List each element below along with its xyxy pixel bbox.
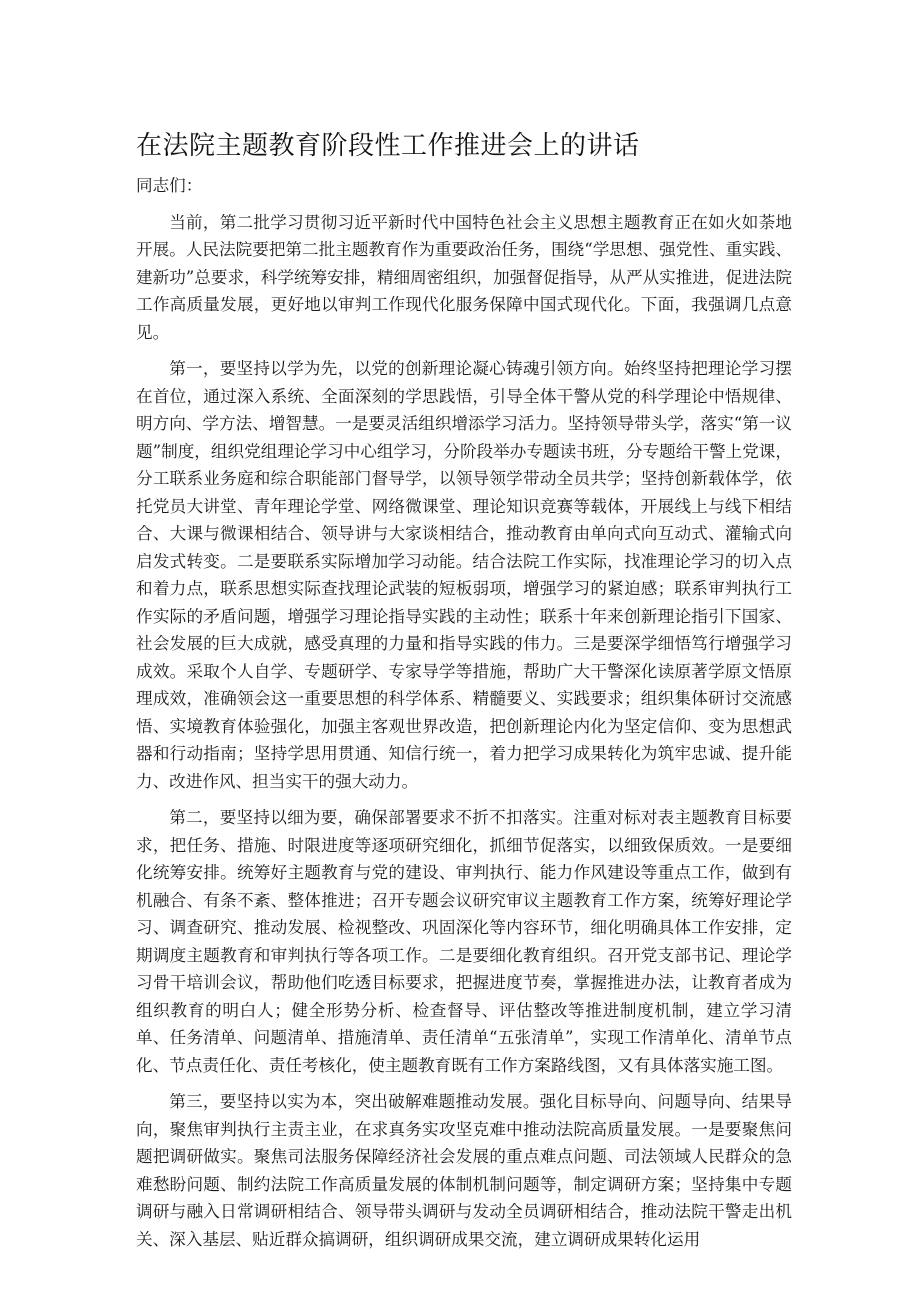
document-body bbox=[136, 172, 792, 1262]
document-title: 在法院主题教育阶段性工作推进会上的讲话 bbox=[136, 131, 640, 161]
salutation: 同志们： bbox=[136, 176, 203, 195]
paragraph-first-point: 第一，要坚持以学为先，以党的创新理论凝心铸魂引领方向。始终坚持把理论学习摆在首位，通过深入系统、全面深刻的学思践悟，引导全体干警从党的科学理论中悟规律、明方向、学方法、增智慧。一是要灵活组织增添学习活力。坚持领导带头学，落实“第一议题”制度，组织党组理论学习中心组学习，分阶段举办专题读书班，分专题给干警上党课，分工联系业务庭和综合职能部门督导学，以领导领学带动全员共学；坚持创新载体学，依托党员大讲堂、青年理论学堂、网络微课堂、理论知识竞赛等载体，开展线上与线下相结合、大课与微课相结合、领导讲与大家谈相结合，推动教育由单向式向互动式、灌输式向启发式转变。二是要联系实际增加学习动能。结合法院工作实际，找准理论学习的切入点和着力点，联系思想实际查找理论武装的短板弱项，增强学习的紧迫感；联系审判执行工作实际的矛盾问题，增强学习理论指导实践的主动性；联系十年来创新理论指引下国家、社会发展的巨大成就，感受真理的力量和指导实践的伟力。三是要深学细悟笃行增强学习成效。采取个人自学、专题研学、专家导学等措施，帮助广大干警深化读原著学原文悟原理成效，准确领会这一重要思想的科学体系、精髓要义、实践要求；组织集体研讨交流感悟、实境教育体验强化，加强主客观世界改造，把创新理论内化为坚定信仰、变为思想武器和行动指南；坚持学思用贯通、知信行统一，着力把学习成果转化为筑牢忠诚、提升能力、改进作风、担当实干的强大动力。 bbox=[136, 359, 792, 791]
paragraph-intro: 当前，第二批学习贯彻习近平新时代中国特色社会主义思想主题教育正在如火如荼地开展。人民法院要把第二批主题教育作为重要政治任务，围绕“学思想、强党性、重实践、建新功”总要求，科学统筹安排，精细周密组织，加强督促指导，从严从实推进，促进法院工作高质量发展，更好地以审判工作现代化服务保障中国式现代化。下面，我强调几点意见。 bbox=[136, 212, 792, 342]
paragraph-second-point: 第二，要坚持以细为要，确保部署要求不折不扣落实。注重对标对表主题教育目标要求，把任务、措施、时限进度等逐项研究细化，抓细节促落实，以细致保质效。一是要细化统筹安排。统筹好主题教育与党的建设、审判执行、能力作风建设等重点工作，做到有机融合、有条不紊、整体推进；召开专题会议研究审议主题教育工作方案，统筹好理论学习、调查研究、推动发展、检视整改、巩固深化等内容环节，细化明确具体工作安排，定期调度主题教育和审判执行等各项工作。二是要细化教育组织。召开党支部书记、理论学习骨干培训会议，帮助他们吃透目标要求，把握进度节奏，掌握推进办法，让教育者成为组织教育的明白人；健全形势分析、检查督导、评估整改等推进制度机制，建立学习清单、任务清单、问题清单、措施清单、责任清单“五张清单”，实现工作清单化、清单节点化、节点责任化、责任考核化，使主题教育既有工作方案路线图，又有具体落实施工图。 bbox=[136, 808, 792, 1075]
paragraph-third-point: 第三，要坚持以实为本，突出破解难题推动发展。强化目标导向、问题导向、结果导向，聚焦审判执行主责主业，在求真务实攻坚克难中推动法院高质量发展。一是要聚焦问题把调研做实。聚焦司法服务保障经济社会发展的重点难点问题、司法领域人民群众的急难愁盼问题、制约法院工作高质量发展的体制机制问题等，制定调研方案；坚持集中专题调研与融入日常调研相结合、领导带头调研与发动全员调研相结合，推动法院干警走出机关、深入基层、贴近群众搞调研，组织调研成果交流，建立调研成果转化运用 bbox=[136, 1092, 792, 1249]
